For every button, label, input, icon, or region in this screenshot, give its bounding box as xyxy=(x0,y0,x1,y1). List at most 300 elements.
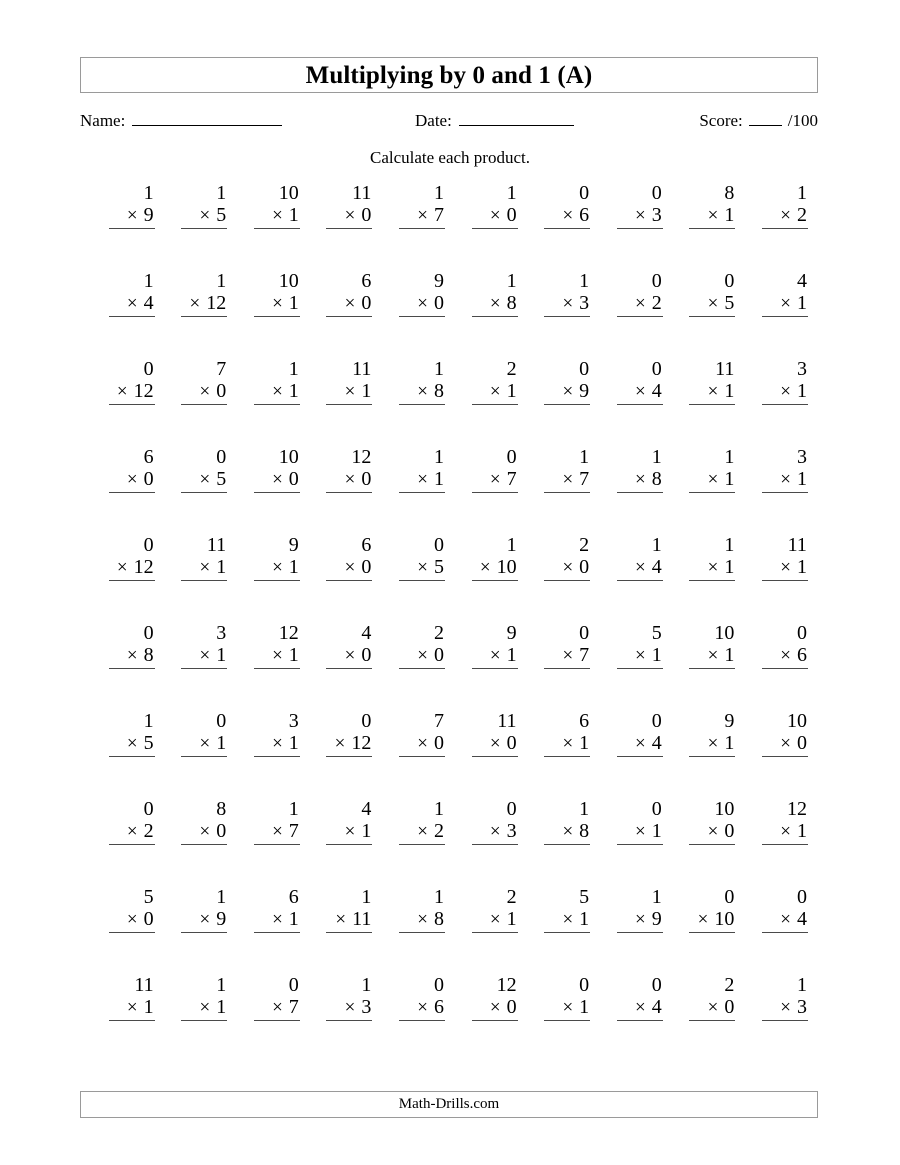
problem-cell[interactable] xyxy=(310,887,383,975)
multiplicand: 9 xyxy=(288,534,299,556)
problem-cell[interactable] xyxy=(310,623,383,711)
problem-row xyxy=(92,711,818,799)
multiplicand: 1 xyxy=(216,974,227,996)
problem-row xyxy=(92,271,818,359)
multiply-icon: × xyxy=(707,381,719,402)
multiply-icon: × xyxy=(707,997,719,1018)
problem-cell[interactable] xyxy=(382,271,455,359)
multiplier-line xyxy=(472,909,518,933)
multiplier: 0 xyxy=(361,292,372,314)
multiplier-line xyxy=(254,821,300,845)
problem-cell[interactable] xyxy=(237,535,310,623)
multiplier-line xyxy=(181,557,227,581)
multiplier-line xyxy=(254,733,300,757)
multiplier: 5 xyxy=(216,204,227,226)
problem-cell[interactable] xyxy=(745,799,818,887)
multiplier: 0 xyxy=(506,732,517,754)
problem-cell[interactable] xyxy=(382,183,455,271)
problem-cell[interactable] xyxy=(92,799,165,887)
problem-cell[interactable] xyxy=(92,887,165,975)
problem-cell[interactable] xyxy=(528,887,601,975)
multiply-icon: × xyxy=(489,909,501,930)
multiplier-line xyxy=(617,733,663,757)
multiplier-line xyxy=(326,381,372,405)
problem-cell[interactable] xyxy=(237,183,310,271)
problem-cell[interactable] xyxy=(673,887,746,975)
multiply-icon: × xyxy=(489,821,501,842)
multiplier: 2 xyxy=(143,820,154,842)
multiplicand: 0 xyxy=(288,974,299,996)
multiplier-line xyxy=(689,469,735,493)
multiplicand: 6 xyxy=(579,710,590,732)
multiplicand: 0 xyxy=(651,798,662,820)
multiplier: 9 xyxy=(651,908,662,930)
problem-cell[interactable] xyxy=(673,975,746,1063)
multiplier: 8 xyxy=(433,380,444,402)
multiplier: 8 xyxy=(143,644,154,666)
multiplier-line xyxy=(689,733,735,757)
multiplier: 5 xyxy=(216,468,227,490)
problem-cell[interactable] xyxy=(92,183,165,271)
multiplier-line xyxy=(326,293,372,317)
problem-cell[interactable] xyxy=(237,799,310,887)
multiplier: 10 xyxy=(714,908,735,930)
problem-cell[interactable] xyxy=(455,887,528,975)
problem-cell[interactable] xyxy=(745,887,818,975)
multiplier-line xyxy=(689,909,735,933)
multiplicand: 0 xyxy=(724,270,735,292)
problem-cell[interactable] xyxy=(600,535,673,623)
multiplier-line xyxy=(181,997,227,1021)
problem-cell[interactable] xyxy=(528,711,601,799)
multiply-icon: × xyxy=(272,821,283,842)
problem-cell[interactable] xyxy=(165,623,238,711)
problem-cell[interactable] xyxy=(382,623,455,711)
multiply-icon: × xyxy=(189,293,201,314)
problem-row xyxy=(92,799,818,887)
multiplicand: 1 xyxy=(579,798,590,820)
multiply-icon: × xyxy=(126,645,138,666)
multiplier-line xyxy=(254,205,300,229)
problem-cell[interactable] xyxy=(165,359,238,447)
multiplier-line xyxy=(109,733,155,757)
multiply-icon: × xyxy=(780,997,791,1018)
problem-cell[interactable] xyxy=(745,447,818,535)
problem-cell[interactable] xyxy=(528,975,601,1063)
multiplier: 1 xyxy=(724,556,735,578)
multiplier: 0 xyxy=(433,732,444,754)
problem-cell[interactable] xyxy=(165,535,238,623)
problem-cell[interactable] xyxy=(528,359,601,447)
problem-cell[interactable] xyxy=(237,359,310,447)
problem-cell[interactable] xyxy=(237,711,310,799)
multiplier: 1 xyxy=(216,644,227,666)
multiply-icon: × xyxy=(199,645,211,666)
multiplier-line xyxy=(617,909,663,933)
multiplier: 12 xyxy=(133,380,154,402)
problem-cell[interactable] xyxy=(455,271,528,359)
problem-cell[interactable] xyxy=(600,359,673,447)
multiplier: 1 xyxy=(433,468,444,490)
problem-cell[interactable] xyxy=(528,447,601,535)
multiply-icon: × xyxy=(417,293,428,314)
problem-cell[interactable] xyxy=(600,183,673,271)
multiply-icon: × xyxy=(780,205,791,226)
multiply-icon: × xyxy=(562,909,574,930)
multiplier-line xyxy=(181,381,227,405)
problem-cell[interactable] xyxy=(92,447,165,535)
problem-cell[interactable] xyxy=(673,711,746,799)
multiplier: 9 xyxy=(216,908,227,930)
problem-cell[interactable] xyxy=(600,799,673,887)
multiplier-line xyxy=(399,469,445,493)
multiplier-line xyxy=(617,997,663,1021)
multiply-icon: × xyxy=(417,909,428,930)
multiplier: 1 xyxy=(651,820,662,842)
problem-cell[interactable] xyxy=(455,183,528,271)
problem-cell[interactable] xyxy=(92,711,165,799)
problem-cell[interactable] xyxy=(528,535,601,623)
multiplier: 6 xyxy=(579,204,590,226)
multiplicand: 10 xyxy=(278,182,299,204)
name-label: Name: xyxy=(80,111,126,130)
multiplier: 1 xyxy=(288,908,299,930)
multiplier-line xyxy=(109,381,155,405)
multiplier: 1 xyxy=(216,732,227,754)
multiplier: 6 xyxy=(796,644,807,666)
multiplier-line xyxy=(762,733,808,757)
multiply-icon: × xyxy=(344,557,356,578)
multiply-icon: × xyxy=(562,821,574,842)
multiplicand: 0 xyxy=(724,886,735,908)
multiplicand: 0 xyxy=(216,446,227,468)
multiplicand: 1 xyxy=(288,798,299,820)
multiplier-line xyxy=(617,645,663,669)
problem-cell[interactable] xyxy=(600,975,673,1063)
multiplicand: 1 xyxy=(579,270,590,292)
problem-cell[interactable] xyxy=(455,535,528,623)
multiplier: 4 xyxy=(651,556,662,578)
multiplicand: 0 xyxy=(579,358,590,380)
multiplier: 0 xyxy=(361,204,372,226)
multiplicand: 9 xyxy=(433,270,444,292)
problem-row xyxy=(92,535,818,623)
multiplier-line xyxy=(617,469,663,493)
multiply-icon: × xyxy=(272,997,283,1018)
multiply-icon: × xyxy=(635,469,646,490)
date-input[interactable] xyxy=(459,110,574,126)
problem-cell[interactable] xyxy=(165,447,238,535)
problem-cell[interactable] xyxy=(237,271,310,359)
multiply-icon: × xyxy=(272,557,283,578)
instruction-text: Calculate each product. xyxy=(369,148,530,167)
multiply-icon: × xyxy=(489,205,501,226)
multiplier-line xyxy=(472,645,518,669)
multiplier: 1 xyxy=(361,820,372,842)
multiplicand: 6 xyxy=(288,886,299,908)
problem-cell[interactable] xyxy=(673,271,746,359)
multiplier-line xyxy=(544,293,590,317)
problem-cell[interactable] xyxy=(92,623,165,711)
problem-cell[interactable] xyxy=(165,183,238,271)
problem-cell[interactable] xyxy=(165,711,238,799)
multiplier-line xyxy=(326,997,372,1021)
multiply-icon: × xyxy=(344,381,356,402)
problem-cell[interactable] xyxy=(310,535,383,623)
problem-cell[interactable] xyxy=(237,623,310,711)
problem-cell[interactable] xyxy=(528,799,601,887)
multiplier: 7 xyxy=(288,820,299,842)
problem-cell[interactable] xyxy=(455,623,528,711)
problem-cell[interactable] xyxy=(745,535,818,623)
multiplier-line xyxy=(326,821,372,845)
multiply-icon: × xyxy=(780,469,791,490)
multiplier: 1 xyxy=(796,820,807,842)
multiplier-line xyxy=(254,381,300,405)
multiplier-line xyxy=(762,821,808,845)
problem-cell[interactable] xyxy=(382,359,455,447)
date-field-group xyxy=(415,110,574,131)
multiplier-line xyxy=(399,645,445,669)
multiplier: 3 xyxy=(796,996,807,1018)
name-input[interactable] xyxy=(132,110,282,126)
problem-cell[interactable] xyxy=(310,447,383,535)
problem-cell[interactable] xyxy=(528,183,601,271)
problem-cell[interactable] xyxy=(455,799,528,887)
multiplicand: 0 xyxy=(506,446,517,468)
multiplier: 4 xyxy=(651,996,662,1018)
problem-cell[interactable] xyxy=(673,535,746,623)
problem-cell[interactable] xyxy=(673,183,746,271)
problem-cell[interactable] xyxy=(382,447,455,535)
multiply-icon: × xyxy=(272,469,283,490)
multiplicand: 1 xyxy=(216,270,227,292)
multiplicand: 4 xyxy=(361,798,372,820)
multiplicand: 3 xyxy=(216,622,227,644)
problem-cell[interactable] xyxy=(382,799,455,887)
multiply-icon: × xyxy=(780,557,791,578)
multiplier: 1 xyxy=(579,996,590,1018)
problem-cell[interactable] xyxy=(600,887,673,975)
multiplier: 1 xyxy=(796,292,807,314)
problem-cell[interactable] xyxy=(600,271,673,359)
multiply-icon: × xyxy=(344,293,356,314)
problem-cell[interactable] xyxy=(382,975,455,1063)
multiply-icon: × xyxy=(562,293,574,314)
multiplier: 1 xyxy=(288,204,299,226)
multiplicand: 0 xyxy=(651,974,662,996)
problem-cell[interactable] xyxy=(745,359,818,447)
problem-cell[interactable] xyxy=(92,271,165,359)
multiply-icon: × xyxy=(780,733,791,754)
problem-cell[interactable] xyxy=(92,535,165,623)
problem-cell[interactable] xyxy=(310,359,383,447)
problem-cell[interactable] xyxy=(600,447,673,535)
multiplicand: 0 xyxy=(433,534,444,556)
problem-cell[interactable] xyxy=(165,975,238,1063)
problem-cell[interactable] xyxy=(310,975,383,1063)
problem-cell[interactable] xyxy=(310,799,383,887)
multiplier-line xyxy=(472,557,518,581)
problem-cell[interactable] xyxy=(92,359,165,447)
multiplier: 1 xyxy=(216,556,227,578)
multiplicand: 1 xyxy=(506,182,517,204)
multiplier: 3 xyxy=(361,996,372,1018)
multiplier-line xyxy=(254,645,300,669)
multiplier: 4 xyxy=(651,732,662,754)
multiply-icon: × xyxy=(344,469,356,490)
problem-cell[interactable] xyxy=(382,887,455,975)
multiplier: 4 xyxy=(143,292,154,314)
multiplicand: 10 xyxy=(786,710,807,732)
multiply-icon: × xyxy=(707,821,719,842)
multiply-icon: × xyxy=(489,293,501,314)
multiplicand: 0 xyxy=(143,798,154,820)
problem-cell[interactable] xyxy=(165,799,238,887)
multiplier: 7 xyxy=(288,996,299,1018)
multiply-icon: × xyxy=(780,645,791,666)
problem-cell[interactable] xyxy=(600,623,673,711)
multiplier-line xyxy=(254,469,300,493)
multiplier: 3 xyxy=(651,204,662,226)
problem-cell[interactable] xyxy=(745,183,818,271)
multiplier-line xyxy=(544,469,590,493)
problem-cell[interactable] xyxy=(165,271,238,359)
multiply-icon: × xyxy=(126,469,138,490)
multiplier-line xyxy=(762,381,808,405)
problem-cell[interactable] xyxy=(165,887,238,975)
multiplier: 7 xyxy=(579,644,590,666)
multiplier: 1 xyxy=(288,556,299,578)
problem-cell[interactable] xyxy=(310,711,383,799)
multiplier-line xyxy=(762,293,808,317)
problem-cell[interactable] xyxy=(673,447,746,535)
multiply-icon: × xyxy=(479,557,491,578)
multiplier-line xyxy=(762,469,808,493)
multiplicand: 0 xyxy=(216,710,227,732)
problem-cell[interactable] xyxy=(310,271,383,359)
multiplier-line xyxy=(399,821,445,845)
multiplier-line xyxy=(109,557,155,581)
problem-cell[interactable] xyxy=(528,271,601,359)
multiply-icon: × xyxy=(417,645,428,666)
problem-cell[interactable] xyxy=(673,359,746,447)
multiplier: 11 xyxy=(352,908,372,930)
multiplicand: 0 xyxy=(361,710,372,732)
multiplier-line xyxy=(326,733,372,757)
multiply-icon: × xyxy=(635,645,646,666)
problem-cell[interactable] xyxy=(745,271,818,359)
problem-cell[interactable] xyxy=(310,183,383,271)
multiplicand: 3 xyxy=(288,710,299,732)
multiplier-line xyxy=(181,909,227,933)
multiplicand: 12 xyxy=(786,798,807,820)
multiplier: 1 xyxy=(724,204,735,226)
problem-cell[interactable] xyxy=(673,799,746,887)
multiplier-line xyxy=(617,293,663,317)
multiply-icon: × xyxy=(635,733,646,754)
multiplier: 4 xyxy=(796,908,807,930)
multiplier: 0 xyxy=(288,468,299,490)
score-input[interactable] xyxy=(749,110,782,126)
multiplicand: 1 xyxy=(433,446,444,468)
multiplier: 10 xyxy=(496,556,517,578)
multiplicand: 0 xyxy=(651,182,662,204)
problem-cell[interactable] xyxy=(745,711,818,799)
multiply-icon: × xyxy=(489,997,501,1018)
problem-cell[interactable] xyxy=(745,623,818,711)
multiplicand: 2 xyxy=(506,886,517,908)
multiplicand: 0 xyxy=(506,798,517,820)
date-label: Date: xyxy=(415,111,452,130)
multiplier-line xyxy=(544,821,590,845)
multiply-icon: × xyxy=(707,645,719,666)
multiply-icon: × xyxy=(780,909,791,930)
problem-cell[interactable] xyxy=(600,711,673,799)
problem-cell[interactable] xyxy=(455,359,528,447)
problem-cell[interactable] xyxy=(237,887,310,975)
multiplier-line xyxy=(109,909,155,933)
footer-attribution: Math-Drills.com xyxy=(398,1096,500,1112)
problem-cell[interactable] xyxy=(455,975,528,1063)
multiplicand: 12 xyxy=(278,622,299,644)
problem-cell[interactable] xyxy=(237,975,310,1063)
multiply-icon: × xyxy=(417,205,428,226)
multiplicand: 1 xyxy=(651,446,662,468)
problem-cell[interactable] xyxy=(382,535,455,623)
multiplicand: 7 xyxy=(433,710,444,732)
multiplicand: 0 xyxy=(796,622,807,644)
multiplicand: 1 xyxy=(724,534,735,556)
multiplicand: 1 xyxy=(361,974,372,996)
multiplier: 8 xyxy=(433,908,444,930)
problem-cell[interactable] xyxy=(92,975,165,1063)
problem-cell[interactable] xyxy=(745,975,818,1063)
multiply-icon: × xyxy=(417,733,428,754)
multiplier: 1 xyxy=(361,380,372,402)
multiply-icon: × xyxy=(199,733,211,754)
multiplier: 1 xyxy=(724,644,735,666)
problem-cell[interactable] xyxy=(455,711,528,799)
multiplicand: 1 xyxy=(506,534,517,556)
problem-cell[interactable] xyxy=(673,623,746,711)
multiplicand: 0 xyxy=(579,622,590,644)
multiplicand: 1 xyxy=(651,886,662,908)
multiplicand: 5 xyxy=(651,622,662,644)
multiplier-line xyxy=(399,733,445,757)
multiply-icon: × xyxy=(707,557,719,578)
multiplier: 1 xyxy=(143,996,154,1018)
problem-cell[interactable] xyxy=(237,447,310,535)
problem-row xyxy=(92,623,818,711)
multiplier: 1 xyxy=(506,644,517,666)
multiplicand: 0 xyxy=(651,270,662,292)
multiply-icon: × xyxy=(417,557,428,578)
multiplicand: 1 xyxy=(796,182,807,204)
multiply-icon: × xyxy=(126,205,138,226)
multiplier-line xyxy=(326,469,372,493)
multiplicand: 10 xyxy=(278,270,299,292)
title-box xyxy=(80,57,818,93)
problem-cell[interactable] xyxy=(455,447,528,535)
problem-cell[interactable] xyxy=(528,623,601,711)
problem-cell[interactable] xyxy=(382,711,455,799)
multiply-icon: × xyxy=(707,205,719,226)
multiplier: 0 xyxy=(506,996,517,1018)
multiplier: 0 xyxy=(143,908,154,930)
multiplier-line xyxy=(326,645,372,669)
multiply-icon: × xyxy=(635,381,646,402)
